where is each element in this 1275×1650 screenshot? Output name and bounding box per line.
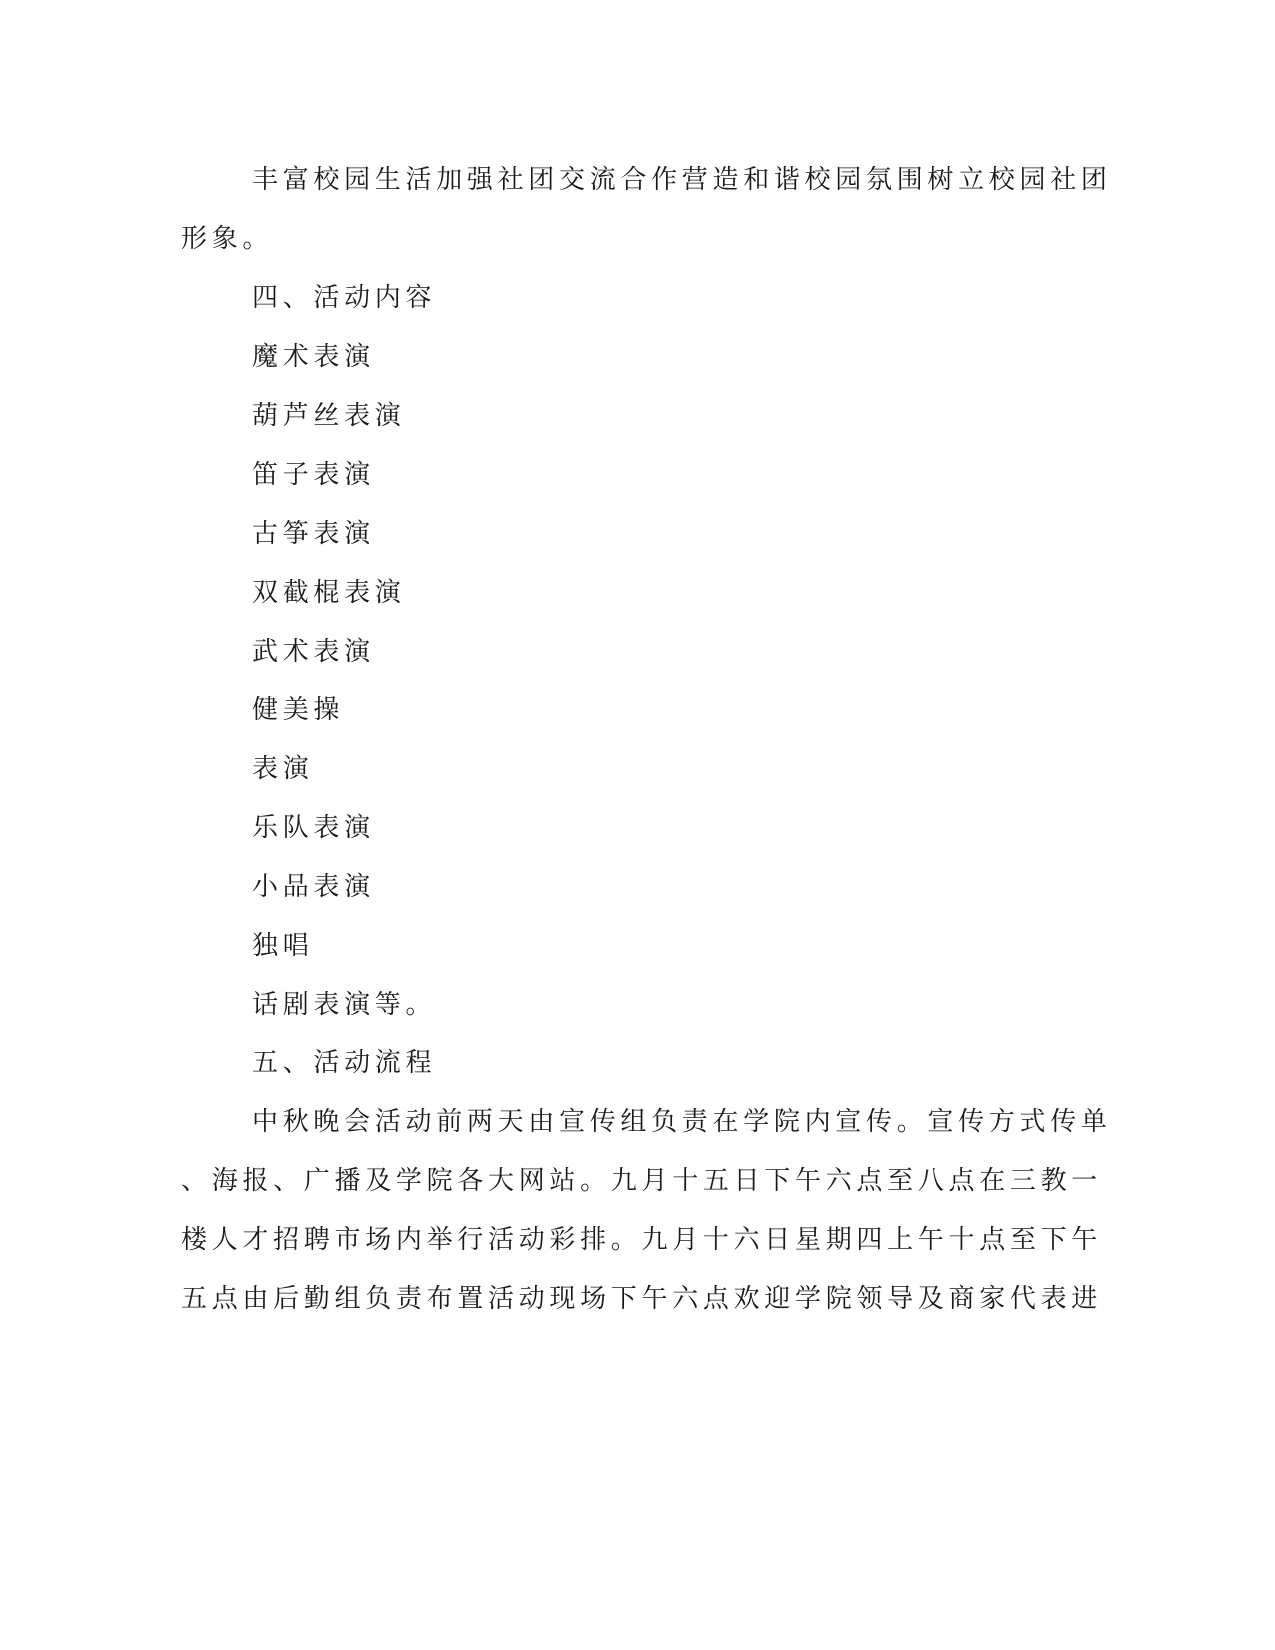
list-item: 双截棍表演 (252, 578, 406, 608)
list-item: 表演 (252, 754, 314, 784)
paragraph-line: 五点由后勤组负责布置活动现场下午六点欢迎学院领导及商家代表进 (181, 1284, 1103, 1314)
list-item: 乐队表演 (252, 813, 375, 843)
paragraph-line: 形象。 (181, 224, 274, 254)
list-item: 葫芦丝表演 (252, 401, 406, 431)
paragraph-line: 楼人才招聘市场内举行活动彩排。九月十六日星期四上午十点至下午 (181, 1225, 1103, 1255)
list-item: 独唱 (252, 931, 314, 961)
section-heading: 五、活动流程 (252, 1048, 437, 1078)
list-item: 健美操 (252, 695, 345, 725)
list-item: 古筝表演 (252, 519, 375, 549)
list-item: 笛子表演 (252, 460, 375, 490)
list-item: 魔术表演 (252, 342, 375, 372)
list-item: 小品表演 (252, 872, 375, 902)
list-item: 武术表演 (252, 637, 375, 667)
paragraph-line: 、海报、广播及学院各大网站。九月十五日下午六点至八点在三教一 (181, 1166, 1103, 1196)
list-item: 话剧表演等。 (252, 990, 437, 1020)
paragraph-line: 中秋晚会活动前两天由宣传组负责在学院内宣传。宣传方式传单 (252, 1107, 1112, 1137)
section-heading: 四、活动内容 (252, 283, 437, 313)
paragraph-line: 丰富校园生活加强社团交流合作营造和谐校园氛围树立校园社团 (252, 165, 1112, 195)
